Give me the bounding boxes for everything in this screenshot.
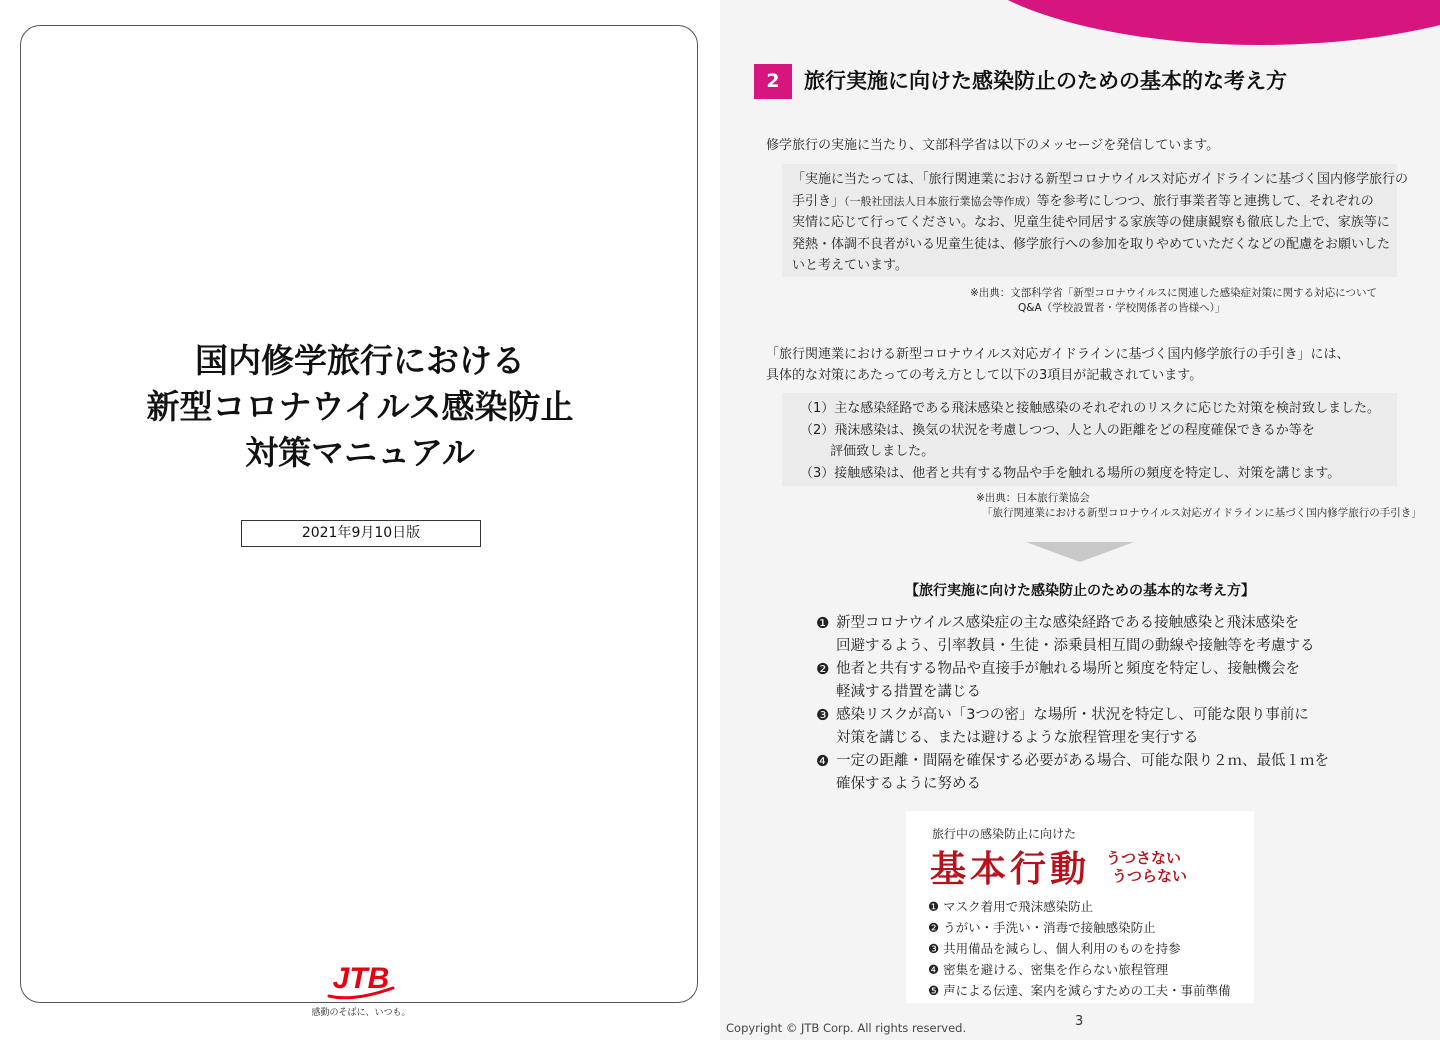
mext-quote-box: [782, 164, 1408, 277]
principle-item: [816, 612, 1416, 658]
guideline-intro-line: 具体的な対策にあたっての考え方として以下の3項目が記載されています。: [766, 368, 1203, 383]
quote-line: 「実施に当たっては、「旅行関連業における新型コロナウイルス対応ガイドラインに基づく国内修学旅行の: [792, 172, 1408, 187]
action-card-subtitle-line: うつさない: [1106, 849, 1182, 867]
guideline-item: 評価致しました。: [800, 444, 935, 459]
quote-text: 手引き」: [792, 193, 845, 209]
cover-title: [21, 338, 699, 476]
principle-number: ❹: [816, 752, 830, 770]
source-line: ※出典：文部科学省「新型コロナウイルスに関連した感染症対策に関する対応について: [970, 287, 1377, 299]
source-citation-mext: [970, 286, 1377, 316]
principle-text: 一定の距離・間隔を確保する必要がある場合、可能な限り２ｍ、最低１ｍを: [836, 753, 1329, 769]
action-card-caption: 旅行中の感染防止に向けた: [932, 827, 1077, 841]
section-heading: 旅行実施に向けた感染防止のための基本的な考え方: [804, 69, 1287, 93]
principle-text: 回避するよう、引率教員・生徒・添乗員相互間の動線や接触等を考慮する: [836, 638, 1315, 654]
principle-text: 他者と共有する物品や直接手が触れる場所と頻度を特定し、接触機会を: [836, 661, 1300, 677]
guideline-intro: [766, 344, 1349, 386]
principle-item: [816, 704, 1416, 750]
principle-number: ❷: [816, 660, 830, 678]
source-citation-jata: [976, 491, 1422, 521]
page-number: 3: [1075, 1014, 1084, 1029]
principle-text: 感染リスクが高い「3つの密」な場所・状況を特定し、可能な限り事前に: [836, 707, 1309, 723]
jtb-logo-text: JTB: [332, 962, 390, 995]
guideline-item: （3）接触感染は、他者と共有する物品や手を触れる場所の頻度を特定し、対策を講じます。: [800, 465, 1341, 481]
principle-text: 新型コロナウイルス感染症の主な感染経路である接触感染と飛沫感染を: [836, 615, 1300, 631]
principle-number: ❸: [816, 706, 830, 724]
decorative-arc: [950, 0, 1440, 45]
principle-text: 確保するように努める: [836, 776, 981, 792]
copyright-notice: Copyright © JTB Corp. All rights reserved.: [726, 1021, 967, 1035]
guideline-intro-line: 「旅行関連業における新型コロナウイルス対応ガイドラインに基づく国内修学旅行の手引き」には、: [766, 347, 1350, 362]
action-item: ❺ 声による伝達、案内を減らすための工夫・事前準備: [928, 983, 1231, 998]
basic-principles-heading: 【旅行実施に向けた感染防止のための基本的な考え方】: [905, 583, 1255, 599]
principle-number: ❶: [816, 614, 830, 632]
quote-small-text: （一般社団法人日本旅行業協会等作成）: [844, 194, 1037, 208]
principles-list: [816, 612, 1416, 796]
quote-line: いと考えています。: [792, 258, 908, 273]
cover-title-line: 対策マニュアル: [245, 433, 475, 472]
action-item: ❶ マスク着用で飛沫感染防止: [928, 899, 1094, 914]
action-item: ❸ 共用備品を減らし、個人利用のものを持参: [928, 941, 1181, 956]
message-intro: 修学旅行の実施に当たり、文部科学省は以下のメッセージを発信しています。: [766, 138, 1220, 153]
principle-item: [816, 658, 1416, 704]
quote-text: 等を参考にしつつ、旅行事業者等と連携して、それぞれの: [1036, 193, 1374, 209]
cover-title-line: 国内修学旅行における: [195, 341, 525, 380]
action-item: ❹ 密集を避ける、密集を作らない旅程管理: [928, 962, 1169, 977]
cover-card: [20, 25, 698, 1018]
action-item: ❷ うがい・手洗い・消毒で接触感染防止: [928, 920, 1156, 935]
principle-text: 対策を講じる、または避けるような旅程管理を実行する: [836, 730, 1199, 746]
quote-line: 発熱・体調不良者がいる児童生徒は、修学旅行への参加を取りやめていただくなどの配慮をお願いした: [792, 236, 1391, 252]
down-arrow-icon: [1026, 542, 1134, 562]
quote-line: [792, 191, 1387, 213]
action-card-subtitle-line: うつらない: [1112, 867, 1188, 885]
guideline-items-box: [782, 393, 1397, 486]
principle-item: [816, 750, 1416, 796]
edition-label: 2021年9月10日版: [241, 520, 481, 547]
source-line: 「旅行関連業における新型コロナウイルス対応ガイドラインに基づく国内修学旅行の手引き」: [982, 507, 1422, 519]
source-line: ※出典：日本旅行業協会: [976, 492, 1090, 504]
principle-text: 軽減する措置を講じる: [836, 684, 981, 700]
source-line: Q&A（学校設置者・学校関係者の皆様へ）」: [1018, 302, 1226, 314]
section-number-badge: 2: [754, 64, 792, 99]
action-card-subtitle: [1106, 849, 1187, 885]
action-list: [928, 896, 1248, 1001]
action-card-title: 基本行動: [930, 848, 1091, 890]
guideline-item: （2）飛沫感染は、換気の状況を考慮しつつ、人と人の距離をどの程度確保できるか等を: [800, 422, 1315, 438]
cover-title-line: 新型コロナウイルス感染防止: [146, 387, 574, 426]
content-page: [720, 0, 1440, 1040]
guideline-item: （1）主な感染経路である飛沫感染と接触感染のそれぞれのリスクに応じた対策を検討致しました。: [800, 401, 1381, 416]
quote-line: 実情に応じて行ってください。なお、児童生徒や同居する家族等の健康観察も徹底した上で、家族等に: [792, 215, 1390, 230]
basic-action-card: [906, 811, 1254, 1003]
jtb-logo: [323, 958, 399, 1002]
jtb-tagline: 感動のそばに、いつも。: [311, 1008, 411, 1018]
